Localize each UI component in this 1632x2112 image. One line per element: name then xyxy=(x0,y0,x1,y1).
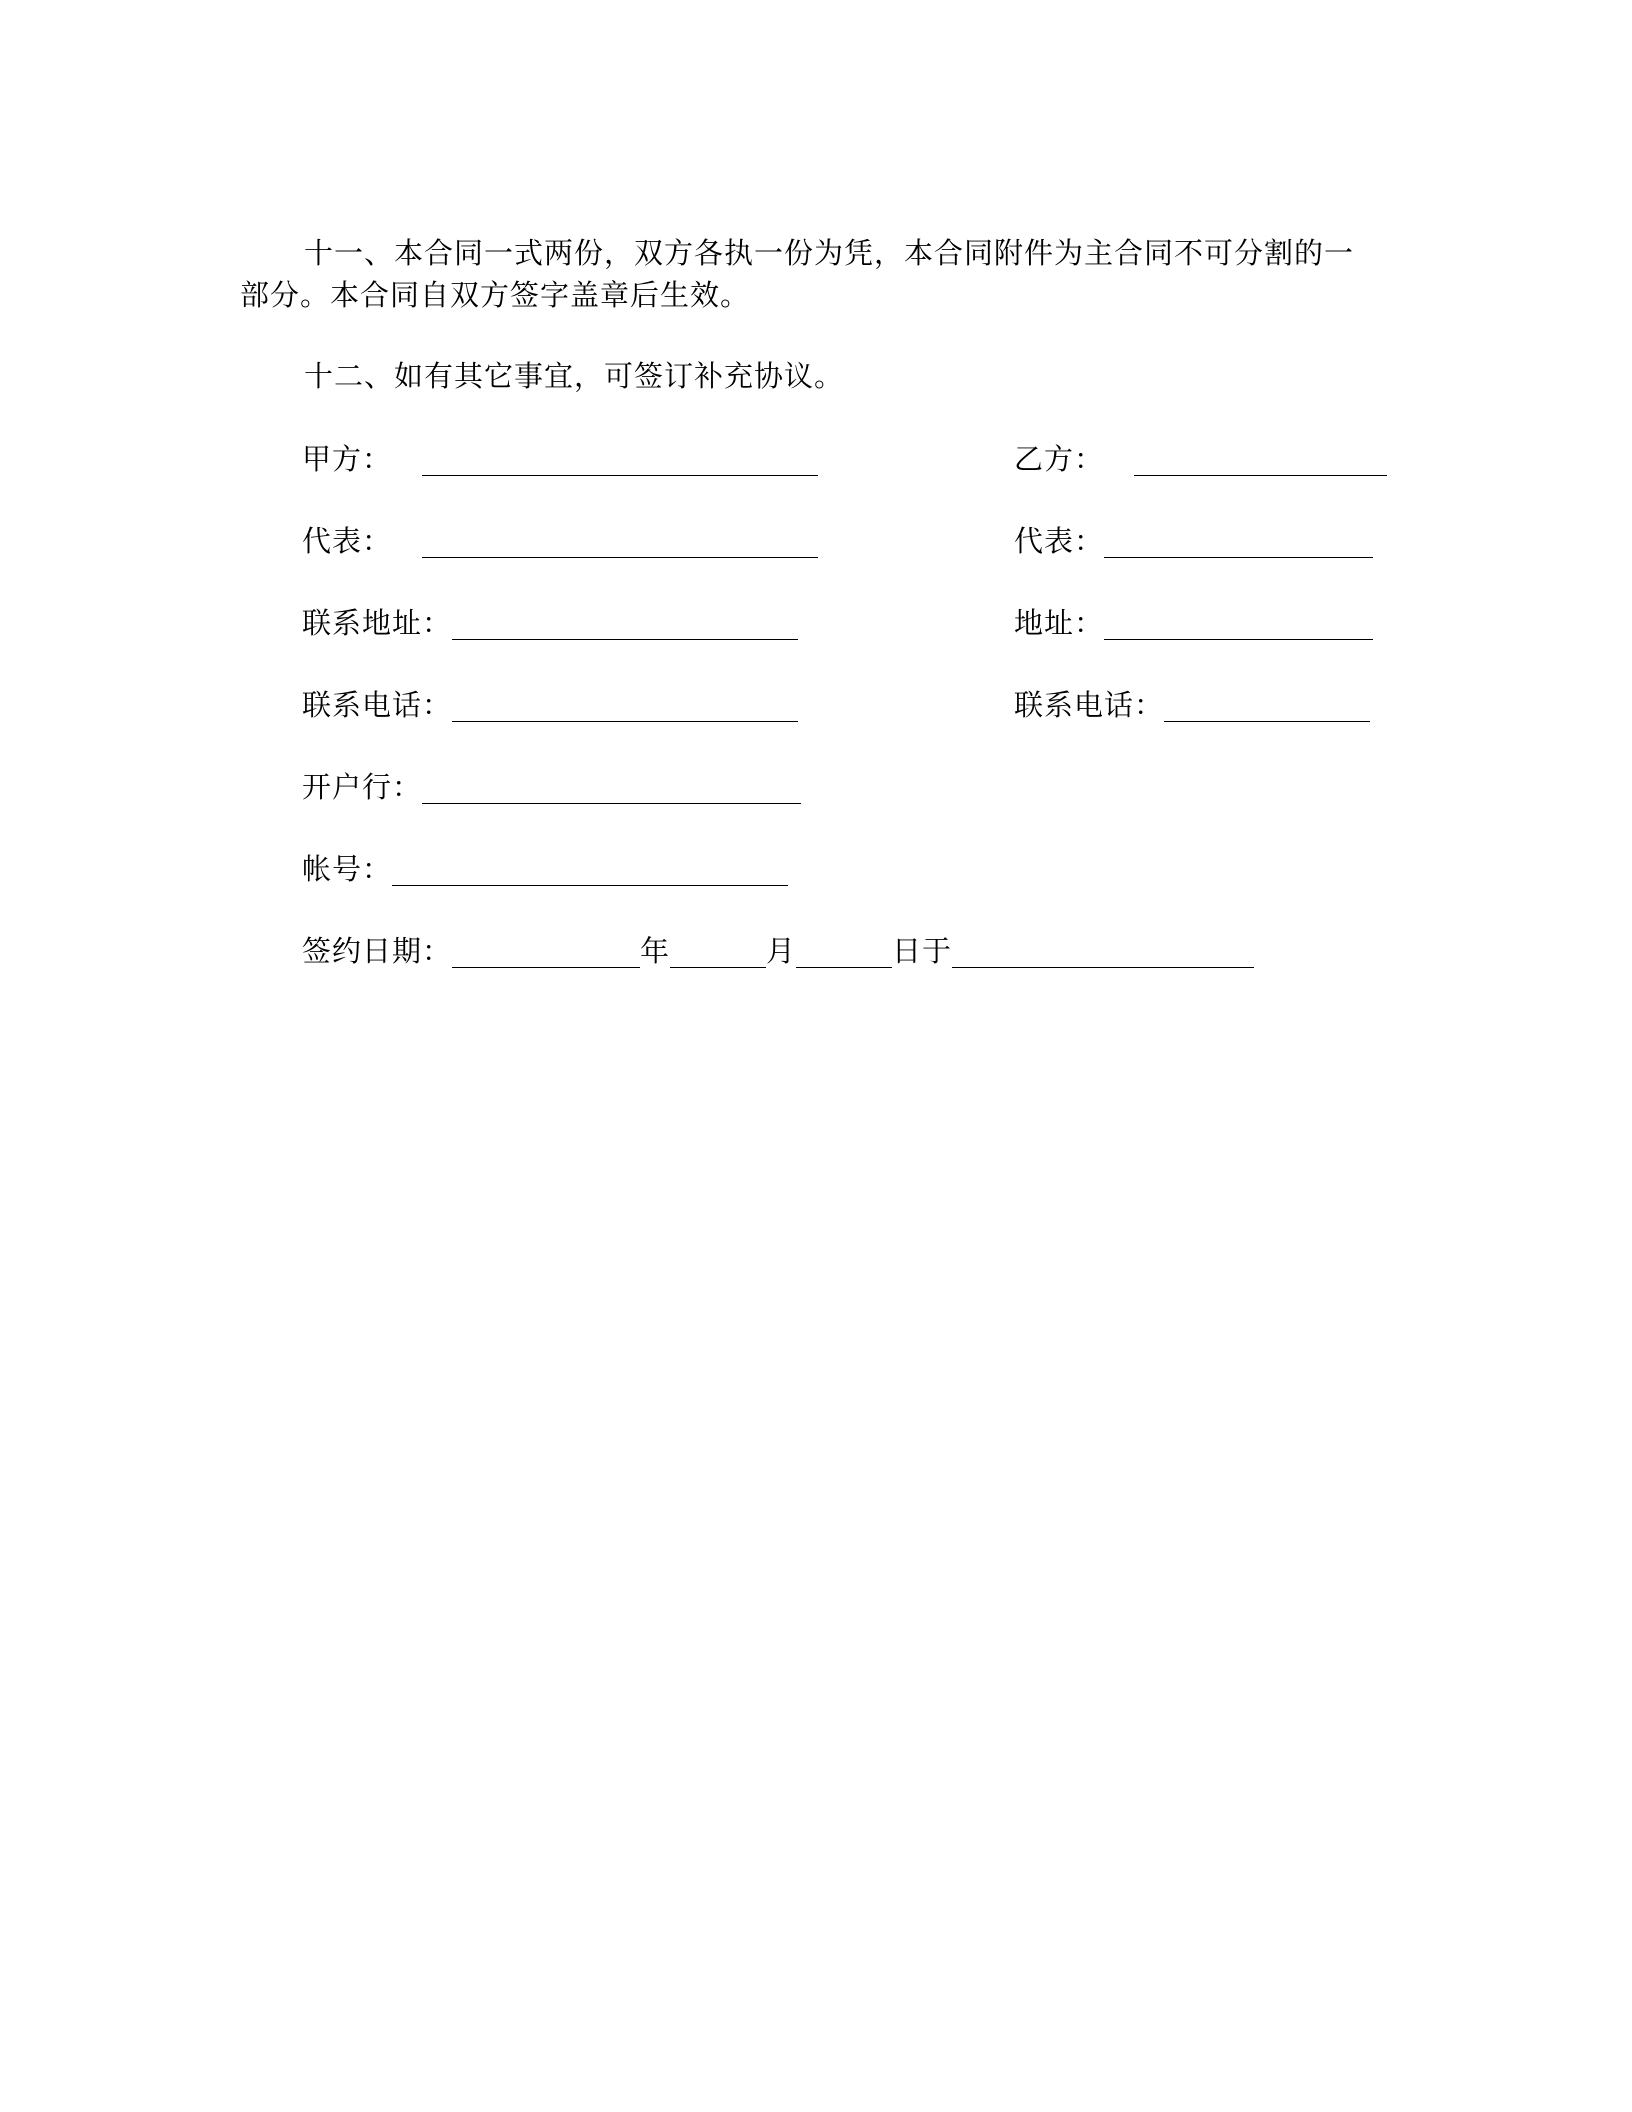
party-b-blank[interactable] xyxy=(1134,441,1387,476)
party-a-representative-label: 代表： xyxy=(302,524,393,558)
party-a-account-field xyxy=(302,848,788,890)
signing-date-field xyxy=(302,930,1254,972)
party-b-representative-field xyxy=(1014,520,1373,562)
party-a-phone-field xyxy=(302,684,798,726)
signing-day-blank[interactable] xyxy=(796,933,892,968)
clause-12-paragraph xyxy=(240,355,1380,397)
party-b-representative-label: 代表： xyxy=(1014,524,1105,558)
party-a-address-blank[interactable] xyxy=(452,605,798,640)
party-b-phone-label: 联系电话： xyxy=(1014,688,1165,722)
party-b-address-field xyxy=(1014,602,1373,644)
party-a-address-field xyxy=(302,602,798,644)
party-b-address-blank[interactable] xyxy=(1104,605,1373,640)
party-a-phone-blank[interactable] xyxy=(452,687,798,722)
party-b-representative-blank[interactable] xyxy=(1104,523,1373,558)
year-label: 年 xyxy=(640,934,671,968)
party-a-bank-blank[interactable] xyxy=(422,769,801,804)
party-a-bank-field xyxy=(302,766,801,808)
party-a-field xyxy=(302,438,818,480)
party-a-blank[interactable] xyxy=(422,441,818,476)
party-b-label: 乙方： xyxy=(1014,442,1105,476)
party-b-phone-blank[interactable] xyxy=(1164,687,1370,722)
signing-date-label: 签约日期： xyxy=(302,934,453,968)
party-a-address-label: 联系地址： xyxy=(302,606,453,640)
party-b-address-label: 地址： xyxy=(1014,606,1105,640)
clause-11-paragraph xyxy=(240,232,1380,316)
signing-place-blank[interactable] xyxy=(952,933,1254,968)
party-a-representative-blank[interactable] xyxy=(422,523,818,558)
party-a-representative-field xyxy=(302,520,818,562)
clause-12-text: 十二、如有其它事宜，可签订补充协议。 xyxy=(304,359,845,393)
party-a-phone-label: 联系电话： xyxy=(302,688,453,722)
day-at-label: 日于 xyxy=(892,934,953,968)
month-label: 月 xyxy=(766,934,797,968)
clause-11-text: 十一、本合同一式两份，双方各执一份为凭，本合同附件为主合同不可分割的一部分。本合同自双方签字盖章后生效。 xyxy=(240,236,1355,312)
party-a-account-label: 帐号： xyxy=(302,852,393,886)
party-b-field xyxy=(1014,438,1387,480)
party-b-phone-field xyxy=(1014,684,1370,726)
party-a-bank-label: 开户行： xyxy=(302,770,423,804)
party-a-account-blank[interactable] xyxy=(392,851,788,886)
signing-year-blank[interactable] xyxy=(452,933,640,968)
party-a-label: 甲方： xyxy=(302,442,393,476)
signing-month-blank[interactable] xyxy=(670,933,766,968)
